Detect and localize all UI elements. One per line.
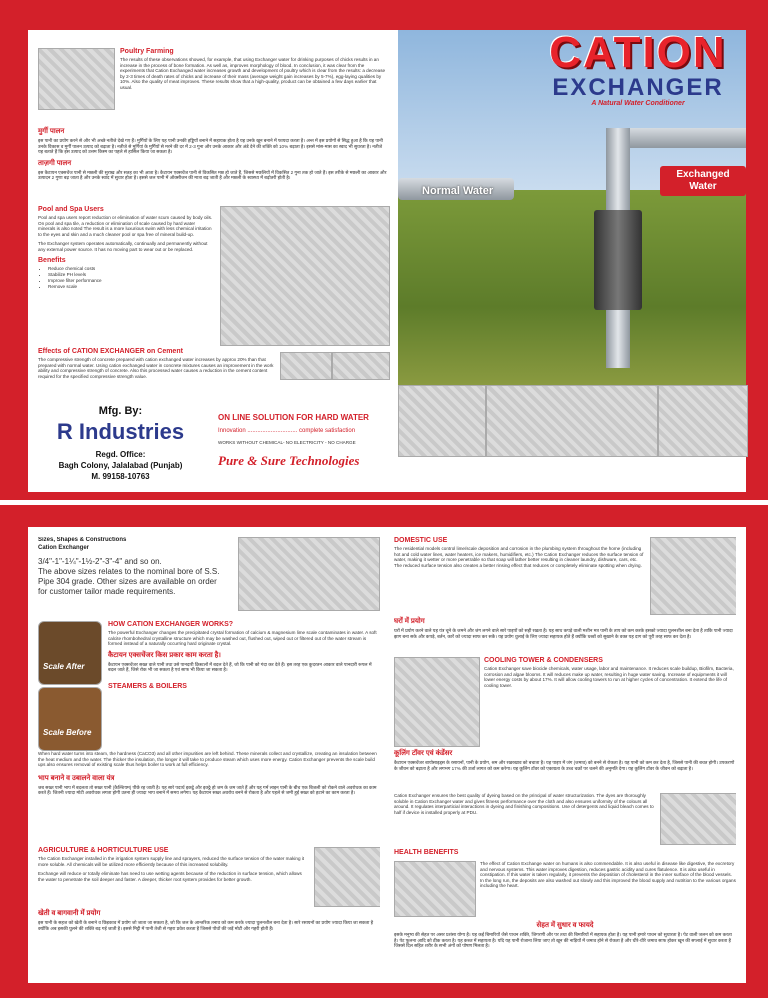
brand-tagline: A Natural Water Conditioner (591, 100, 685, 107)
benefit-item: • Reduce chemical costs (48, 266, 213, 272)
textile-photo (660, 793, 736, 845)
cement-normal-photo (280, 352, 332, 380)
online-solution-block (218, 413, 393, 469)
poultry-text: The results of these observations showed, for example, that using Exchanger water for drinking purposes of chicks results in an increase in the process of bone formation. As well as, improves morphology of blood. In conclusion, it was clear from the experiments that Cation Exchanged water increases growth and development of poultry which is clear from the results: a decrease by 2-3 times of death rates of chicks and increase of their mass (average weight gain increases by 5-7%), egg-laying qualities by 10%. Also the quality of meat improves. These results show that a high-quality, product can be obtained a few days earlier that usual. (120, 57, 386, 90)
pool-heading: Pool and Spa Users (38, 206, 104, 213)
pure-sure-slogan: Pure & Sure Technologies (218, 453, 360, 468)
mother-baby-photo (486, 385, 658, 457)
how-heading: HOW CATION EXCHANGER WORKS? (108, 621, 234, 628)
poultry-hindi-heading: मुर्गी पालन (38, 128, 65, 135)
cement-text: The compressive strength of concrete prepared with cation exchanged water increases by approx 20% than that prepared with normal water. Using cation exchanged water in concrete mixtures causes an improvement in the work ability and compressive strength of concrete. Also this processed water causes a reduction in the cement content required for the specified compressive strength value. (38, 357, 274, 379)
health-section (394, 849, 736, 858)
cooling-heading: COOLING TOWER & CONDENSERS (484, 657, 603, 664)
pool-text: Pool and spa users report reduction or elimination of water scum caused by body oils. On pool and spa tile, a reduction or elimination of scale caused by hard water minerals is also noted The result is a more luxurious swim with less chemical irritation to the eyes and skin and a much cleaner pool or spa free of mineral build-up. (38, 215, 213, 237)
sizes-section (38, 537, 228, 597)
agri-heading: AGRICULTURE & HORTICULTURE USE (38, 847, 169, 854)
sizes-note: The above sizes relates to the nominal bore of S.S. Pipe 304 grade. Other sizes are available on order for customer tailor made requirements. (38, 567, 220, 596)
company-address: Bagh Colony, Jalalabad (Punjab) (58, 461, 183, 470)
wheat-field (398, 190, 746, 385)
agri-text-2: Exchange will reduce or totally eliminate has need to use wetting agents because of the reduction in surface tension, which allows the water to penetrate the soil deeper and faster. A deeper, thicker root system provides for better growth. (38, 871, 302, 882)
domestic-heading: DOMESTIC USE (394, 537, 448, 544)
normal-water-label: Normal Water (422, 185, 494, 197)
brand-block (538, 30, 738, 107)
back-right-column (394, 537, 736, 977)
domestic-hindi-heading: घरों में प्रयोग (394, 618, 425, 625)
benefit-item: • Remove scale (48, 284, 213, 290)
fish-hindi-text: इस कैटायन एक्सचेंज पानी से मछली की सुराख और सतह का भी आता है। कैटायन एक्सचेंज पानी से विकसित मछ हो जाते हैं, जिससे मछलियों में विकसित 2 गुना तक हो जाते हैं। इस तरीके से मछली का आकार और उत्पादन 2 गुणा बढ़ जाता है और उनके स्वाद में सुधार होता है। इससे जल पानी में ऑक्सीजन की मात्रा बढ़ जाती है और मछली के स्वास्थ्य में बढ़ोतरी होती है। (38, 169, 387, 181)
cooling-tower-photo (394, 657, 480, 747)
health-text-block (480, 861, 736, 893)
brochure-back-panel (0, 505, 768, 998)
back-left-column (38, 537, 380, 977)
agriculture-section (38, 847, 308, 886)
domestic-hindi-section (394, 617, 736, 643)
poultry-section (120, 48, 388, 95)
sizes-heading-2: Cation Exchanger (38, 545, 90, 551)
cement-exchanged-photo (332, 352, 390, 380)
health-hindi-heading: सेहत में सुधार व फायदे (536, 922, 594, 929)
online-works-text: WORKS WITHOUT CHEMICAL- NO ELECTRICITY - NO CHARGE (218, 440, 356, 445)
poultry-hindi-text: इस पानी का प्रयोग करने से और भी अच्छे नतीजे देखे गए हैं। मुर्गियों के लिए यह पानी उनकी हड्डियों बनाने में सहायक होता है यह उनके खून बनाने में फायदा करता है। अन्त में इस प्रयोगों से सिद्ध हुआ है कि यह पानी उनके विकास व मुर्गी पालन उत्पाद को बढ़ाता है। नतीजे से मुर्गियां के मुर्गियों से मरने की दर में 2-3 गुना और उनके आकार और अंडे देने की शक्ति को 10% बढ़ाता है। इससे मांस-मास का स्वाद भी सुधरता है। नतीजे यह बताते हैं कि इस उत्पाद को उत्तम किस्म का पहले से हासिल किया जा सकता है। (38, 138, 383, 155)
steamers-hindi-text: जब सख्त पानी भाप में बदलता तो सख्त पानी (कैल्शियम) पीछे रह जाती है। यह सारे पदार्थ इकट्ठे और इक्ठ्ठे हो जम के जम जाते हैं और यह गर्म लाइन पानी के बीच एक बिजली को रोकने वाले अवरोधक का काम करते हैं। जितनी ज्यादा मोटी अवरोधक लगता होगी उतना ही ज्यादा भाप बनाने में समय लगेगा। यह कैटायन सख्त अवरोध बनने से रोकता है और पहले से जमी हुई सख्त को हटाने का काम करता है। (38, 784, 377, 796)
exchanger-products-photo (238, 537, 380, 611)
scale-after-tag: Scale After (43, 662, 85, 671)
scale-before-photo (38, 687, 102, 751)
steamers-hindi-heading: भाप बनाने व उबालने वाला यंत्र (38, 774, 115, 782)
mfg-by-label: Mfg. By: (98, 405, 143, 417)
brand-title: CATION (549, 30, 727, 77)
domestic-hindi-text: घरों में प्रयोग करने वाले यह यंत्र चूने के जमने और जंग लगने वाले सारे पाइपों को सही रखता है। यह साथ कपड़े वाली मशीन मत्र पानी के ताप को कम करके इसको ज्यादा घुलनशील बना देता है ताकि पानी ज्यादा झाग बना सके और कपड़े, बर्तन, कारें को ज्यादा साफ कर सकें। यह प्रयोग धुलाई के लिए ज्यादा सहायक होते हैं क्योंकि धब्बों को सुखाने के वक्त यह दाग को पूरी तरह साफ कर देता है। (394, 628, 733, 639)
online-heading: ON LINE SOLUTION FOR HARD WATER (218, 413, 369, 422)
health-photo (394, 861, 476, 917)
agri-hindi-text: इस पानी के सहज को खेती के बनाने व छिड़काव में प्रयोग जो जाता जा सकता है, जो कि जल के आन्तरिक तनाव को कम करके ज्यादा घुलनशील बना देता है। सारे रसायनों का प्रयोग ज्यादा किया जा सकता है क्योंकि अब इसकी घुलने की शक्ति बढ़ गई जाती है। इससे मिट्टी में पानी तेजी से गहरा प्रवेश करता है जिससे पौधों की जड़ें मोटी और गहरी होती हैं। (38, 920, 374, 931)
cotton-photo (398, 385, 486, 457)
exchanger-unit (594, 210, 642, 310)
how-hindi-heading: कैटायन एक्सचेंजर किस प्रकार काम करता है। (108, 651, 221, 659)
domestic-photo (650, 537, 736, 615)
how-it-works-section (108, 621, 380, 692)
agri-hindi-heading: खेती व बागवानी में प्रयोग (38, 910, 101, 917)
cooling-hindi-section (394, 749, 736, 775)
steamers-text: When hard water turns into steam, the hardness (CaCO3) and all other impurities are left behind. These minerals collect and crystallize, creating an insulation between the heat medium and the water. The thicker the insulation, the longer it will take to produce steam which uses more energy. Cation Exchanger prevents the scale build ups also ensures removal of existing scale thus helps boiler to work at full efficiency. (38, 751, 377, 768)
steamers-heading: STEAMERS & BOILERS (108, 682, 187, 690)
brand-subtitle: EXCHANGER (552, 74, 724, 101)
grain-photo (314, 847, 380, 907)
cooling-hindi-text: कैटायन एक्सचेंजर बायोसाइड्स के रसायनों, पानी के प्रयोग, श्रम और रखरखाव को बचाता है। यह पाइप में जंग (जमाव) को बनने से रोकता है। यह पानी को कम कर देता है, जिससे पानी की बचत होगी। उपकरणों के जीवन को बढ़ाता है और लगभग 17% की उर्जा लागत को कम करेगा। यह कूलिंग टॉवर को एकाग्रता के उच्च चक्रों पर चलने की अनुमति देगा। यह कूलिंग टॉवर के जीवन को बढ़ाता है। (394, 760, 735, 771)
company-mobile: M. 99158-10763 (91, 472, 150, 481)
cement-heading: Effects of CATION EXCHANGER on Cement (38, 348, 183, 355)
cooling-text: Cation Exchanger save biocide chemicals, water usage, labor and maintenance. It reduces scale buildup, Biofilm, Bacteria, corrosion and algae blooms. It will reduces make up water, resulting in huge water saving. Increase of equipments it will lower energy costs by about 17%. It will allow cooling towers to run at higher cycles of concentration. It extend the life of cooling tower. (484, 666, 734, 688)
benefit-item: • Improve filter performance (48, 278, 213, 284)
sizes-list: 3/4"-1"-1¼"-1½-2"-3"-4" and so on. (38, 557, 162, 566)
health-text: The effect of Cation Exchange water on humans is also commendable. It is also useful in disease like digestive, the excretory and nervous systems. This water improves digestion, reduces gastric acidity and cures flatulence. It is also useful in constipation. If this water is taken regularly, it prevents the deposition of cholesterol in the inner surface of the blood vessels. In the long run, the deposits are also washed out slowly and this improved the blood supply and nutrition to the various organs including the heart. (480, 861, 736, 889)
exchanged-water-pipe (630, 128, 746, 148)
cooling-hindi-heading: कूलिंग टॉवर एवं कंडेंसर (394, 750, 453, 757)
online-subheading: Innovation .............................. complete satisfaction (218, 428, 356, 434)
cooling-section (484, 657, 736, 692)
benefits-list (48, 266, 213, 290)
health-heading: HEALTH BENEFITS (394, 849, 459, 856)
benefits-heading: Benefits (38, 256, 66, 264)
agriculture-hindi-section (38, 909, 380, 935)
health-hindi-text: इसके मनुष्य की सेहत पर असर प्रशंसा योग्य है। यह कई बिमारियों जैसे पाचन शक्ति, जिगरणी और पर तथा की बिमारियों में सहायक होता है। यह पानी हमारे पाचन को सुधारता है। पेट वाली जलन को कम करता है। पेट फूलना आदि को ठीक करता है। यह कब्ज में सहायता है। यदि यह पानी रोजाना लिया जाए तो खून की नाड़ियों में जमाव होने से रोकता है और धीरे-धीरे जमाव साफ होकर खून की सप्लाई में सुधार करता है जिससे दिल सहित शरीर के सभी अंगों को पोषण मिलता है। (394, 932, 732, 949)
how-text: The powerful Exchanger changes the precipitated crystal formation of calcium & magnesium lime scale contaminates in water. A soft calcite rhombohedral crystalline structure which may be washed out, flushed out, wiped out or filtered out of the water stream is formed instead of a naturally occurring hard originate crystal. (108, 630, 377, 647)
cement-section (38, 348, 278, 383)
textile-section (394, 793, 654, 819)
domestic-text: The residential models control lime/scale deposition and corrosion in the plumbing system throughout the home (including hot and cold water lines, water heaters, ice makers, humidifiers, etc.) The Cation Exchanger reduces the surface tension of water, making it wetter or more penetrable so that soap will lather better resulting in cleaner laundry, dishware, cars, etc. The reduced surface tension also creates a better rinsing effect that reduces or completely eliminate spotting when drying. (394, 546, 644, 568)
agri-text: The Cation Exchanger installed in the irrigation system supply line and sprayers, reduced the surface tension of the water making it more soluble. All chemicals will be utilized more efficiently because of this increased solubility. (38, 856, 305, 867)
poultry-photo (38, 48, 115, 110)
back-panel-content (28, 527, 746, 983)
front-panel-content (28, 30, 746, 492)
health-hindi-section (394, 921, 736, 953)
scale-after-photo (38, 621, 102, 685)
buildings-photo (658, 385, 748, 457)
office-label: Regd. Office: (95, 450, 146, 459)
front-left-column (28, 30, 393, 385)
poultry-heading: Poultry Farming (120, 48, 174, 55)
exchanged-water-label: Exchanged Water (660, 166, 746, 196)
steamers-section (38, 751, 380, 800)
hero-field-photo (398, 30, 746, 385)
textile-text: Cation Exchanger ensures the best quality of dyeing based on the principal of water structurization. The dyes are thoroughly soluble in Cation Exchanger water and gives fitness performance over the cloth and also ensures uniformity of the colours all around. It regulates interparticial interactions in dyeing and finishing compositions. Use of detergents and liquid bleach comes to half if device is installed properly at PDU. (394, 793, 654, 815)
pool-text-2: The Exchanger system operates automatically, continually and permanently without any external power source. It has no moving part to wear out or be replaced. (38, 241, 208, 252)
benefit-item: • Stabilize PH levels (48, 272, 213, 278)
sizes-heading: Sizes, Shapes & Constructions (38, 537, 127, 543)
poultry-hindi-section (38, 127, 388, 185)
fish-hindi-heading: ताज़गी पालन (38, 159, 72, 167)
domestic-section (394, 537, 644, 572)
pool-photos (220, 206, 390, 346)
how-hindi-text: कैटायन एक्सचेंजर सख्त वाले पानी तथा उसे पानदारी क्रिस्टलों में बदल देते हैं, जो कि पानी को गंदा कर देते हैं। इस तरह एक कुदरतन आकार वाले पानदारी रूपल में बदल जाते हैं, जिसे रोक भी जा सकता है एवं साफ भी किया जा सकता है। (108, 661, 372, 673)
scale-before-tag: Scale Before (43, 728, 92, 737)
manufacturer-block (28, 405, 213, 482)
company-name: R Industries (56, 419, 185, 444)
pool-section (38, 206, 213, 294)
